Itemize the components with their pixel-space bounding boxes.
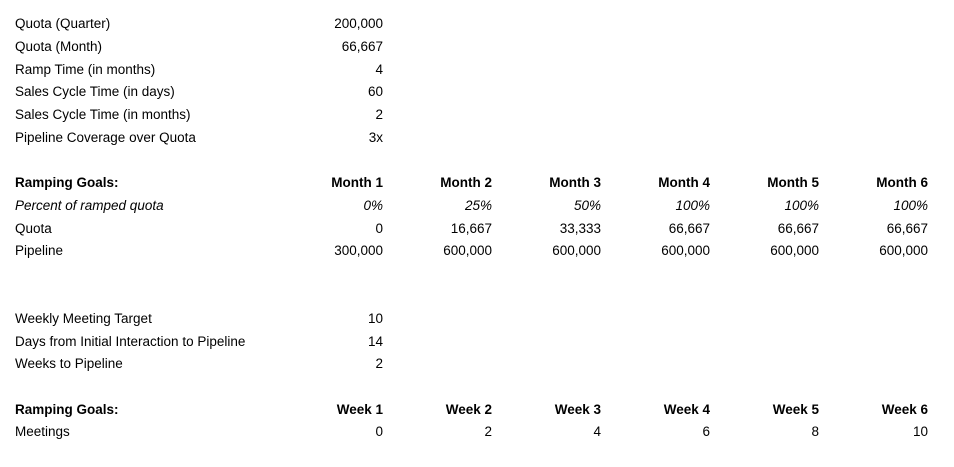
- column-header: Week 2: [445, 402, 492, 417]
- table-row-quota: [0, 218, 954, 240]
- column-header: Week 3: [554, 402, 601, 417]
- input-row-ramp-time: [0, 59, 954, 81]
- input-value[interactable]: 2: [375, 356, 383, 371]
- table-cell[interactable]: 100%: [675, 198, 710, 213]
- table-cell[interactable]: 16,667: [450, 221, 492, 236]
- column-header: Week 6: [881, 402, 928, 417]
- table-cell[interactable]: 600,000: [552, 243, 601, 258]
- input-label: Quota (Month): [15, 39, 103, 54]
- table-cell[interactable]: 0: [375, 424, 383, 439]
- input-label: Days from Initial Interaction to Pipeline: [15, 334, 246, 349]
- monthly-goals-header-row: [0, 172, 954, 194]
- column-header: Week 5: [772, 402, 819, 417]
- input-value[interactable]: 3x: [368, 130, 383, 145]
- weekly-goals-header-row: [0, 399, 954, 421]
- section-heading: Ramping Goals:: [15, 402, 119, 417]
- table-cell[interactable]: 50%: [573, 198, 601, 213]
- table-cell[interactable]: 300,000: [334, 243, 383, 258]
- row-label: Quota: [15, 221, 52, 236]
- input-row-sales-cycle-months: [0, 104, 954, 126]
- section-heading: Ramping Goals:: [15, 175, 119, 190]
- table-cell[interactable]: 4: [593, 424, 601, 439]
- input-row-weekly-meeting-target: [0, 308, 954, 330]
- input-value[interactable]: 66,667: [341, 39, 383, 54]
- table-cell[interactable]: 100%: [893, 198, 928, 213]
- table-cell[interactable]: 66,667: [668, 221, 710, 236]
- input-row-days-to-pipeline: [0, 331, 954, 353]
- table-cell[interactable]: 8: [811, 424, 819, 439]
- input-row-quota-month: [0, 36, 954, 58]
- input-value[interactable]: 10: [367, 311, 383, 326]
- table-cell[interactable]: 0%: [363, 198, 383, 213]
- input-label: Ramp Time (in months): [15, 62, 156, 77]
- table-row-meetings: [0, 421, 954, 443]
- input-value[interactable]: 14: [367, 334, 383, 349]
- table-cell[interactable]: 600,000: [443, 243, 492, 258]
- table-cell[interactable]: 66,667: [886, 221, 928, 236]
- column-header: Month 5: [767, 175, 819, 190]
- input-label: Pipeline Coverage over Quota: [15, 130, 196, 145]
- input-row-weeks-to-pipeline: [0, 353, 954, 375]
- row-label: Meetings: [15, 424, 70, 439]
- input-label: Quota (Quarter): [15, 16, 111, 31]
- table-cell[interactable]: 66,667: [777, 221, 819, 236]
- table-cell[interactable]: 600,000: [661, 243, 710, 258]
- table-cell[interactable]: 600,000: [879, 243, 928, 258]
- table-row-percent-ramped: [0, 195, 954, 217]
- input-value[interactable]: 200,000: [334, 16, 383, 31]
- row-label: Percent of ramped quota: [15, 198, 164, 213]
- input-row-quota-quarter: [0, 13, 954, 35]
- input-label: Weekly Meeting Target: [15, 311, 152, 326]
- row-label: Pipeline: [15, 243, 64, 258]
- table-cell[interactable]: 6: [702, 424, 710, 439]
- column-header: Week 4: [663, 402, 710, 417]
- input-row-sales-cycle-days: [0, 81, 954, 103]
- column-header: Month 6: [876, 175, 928, 190]
- column-header: Month 1: [331, 175, 383, 190]
- table-cell[interactable]: 33,333: [559, 221, 601, 236]
- input-row-pipeline-coverage: [0, 127, 954, 149]
- input-label: Sales Cycle Time (in months): [15, 107, 191, 122]
- table-cell[interactable]: 100%: [784, 198, 819, 213]
- input-value[interactable]: 4: [375, 62, 383, 77]
- table-cell[interactable]: 25%: [464, 198, 492, 213]
- input-label: Weeks to Pipeline: [15, 356, 123, 371]
- column-header: Month 4: [658, 175, 710, 190]
- column-header: Month 2: [440, 175, 492, 190]
- input-value[interactable]: 60: [367, 84, 383, 99]
- table-cell[interactable]: 600,000: [770, 243, 819, 258]
- table-row-pipeline: [0, 240, 954, 262]
- table-cell[interactable]: 10: [912, 424, 928, 439]
- table-cell[interactable]: 0: [375, 221, 383, 236]
- table-cell[interactable]: 2: [484, 424, 492, 439]
- input-label: Sales Cycle Time (in days): [15, 84, 175, 99]
- column-header: Month 3: [549, 175, 601, 190]
- input-value[interactable]: 2: [375, 107, 383, 122]
- column-header: Week 1: [336, 402, 383, 417]
